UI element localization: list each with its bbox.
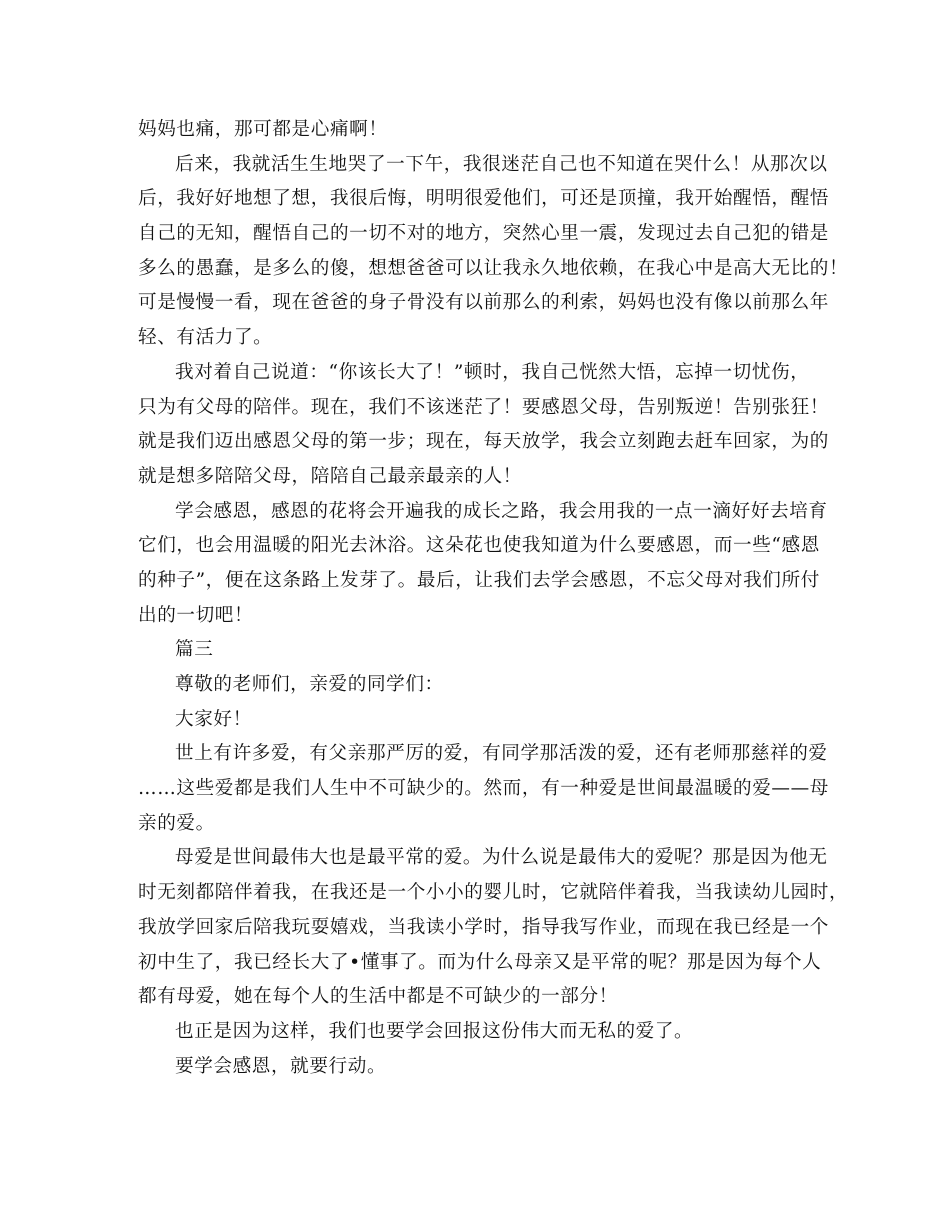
text-line: 可是慢慢一看，现在爸爸的身子骨没有以前那么的利索，妈妈也没有像以前那么年 <box>138 292 829 314</box>
text-line: 出的一切吧！ <box>138 604 254 626</box>
text-line: 都有母爱，她在每个人的生活中都是不可缺少的一部分！ <box>138 986 618 1008</box>
greeting: 大家好！ <box>175 708 252 730</box>
text-line: 它们，也会用温暖的阳光去沐浴。这朵花也使我知道为什么要感恩，而一些“感恩 <box>138 535 820 557</box>
text-line: 的种子”，便在这条路上发芽了。最后，让我们去学会感恩，不忘父母对我们所付 <box>138 569 820 591</box>
text-line: 后来，我就活生生地哭了一下午，我很迷茫自己也不知道在哭什么！从那次以 <box>175 153 828 175</box>
text-line: 我放学回家后陪我玩耍嬉戏，当我读小学时，指导我写作业，而现在我已经是一个 <box>138 916 829 938</box>
text-line: 亲的爱。 <box>138 812 215 834</box>
text-line: 要学会感恩，就要行动。 <box>175 1055 387 1077</box>
text-line: 时无刻都陪伴着我，在我还是一个小小的婴儿时，它就陪伴着我，当我读幼儿园时， <box>138 882 849 904</box>
section-heading: 篇三 <box>175 639 214 661</box>
text-line: 学会感恩，感恩的花将会开遍我的成长之路，我会用我的一点一滴好好去培育 <box>175 500 828 522</box>
text-line: 轻、有活力了。 <box>138 327 273 349</box>
text-line: 初中生了，我已经长大了•懂事了。而为什么母亲又是平常的呢？那是因为每个人 <box>138 951 822 973</box>
text-line: 母爱是世间最伟大也是最平常的爱。为什么说是最伟大的爱呢？那是因为他无 <box>175 847 828 869</box>
text-line: 也正是因为这样，我们也要学会回报这份伟大而无私的爱了。 <box>175 1020 694 1042</box>
text-line: 妈妈也痛，那可都是心痛啊！ <box>138 119 388 140</box>
text-line: 就是想多陪陪父母，陪陪自己最亲最亲的人！ <box>138 465 522 487</box>
salutation: 尊敬的老师们，亲爱的同学们： <box>175 674 444 695</box>
text-line: 多么的愚蠢，是多么的傻，想想爸爸可以让我永久地依赖，在我心中是高大无比的！ <box>138 257 849 279</box>
text-line: 就是我们迈出感恩父母的第一步；现在，每天放学，我会立刻跑去赶车回家，为的 <box>138 431 829 453</box>
text-line: ……这些爱都是我们人生中不可缺少的。然而，有一种爱是世间最温暖的爱——母 <box>138 778 829 800</box>
text-line: 自己的无知，醒悟自己的一切不对的地方，突然心里一震，发现过去自己犯的错是 <box>138 223 829 245</box>
document-body <box>138 113 849 1084</box>
text-line: 后，我好好地想了想，我很后悔，明明很爱他们，可还是顶撞，我开始醒悟，醒悟 <box>138 188 829 210</box>
text-line: 我对着自己说道：“你该长大了！”顿时，我自己恍然大悟，忘掉一切忧伤， <box>175 361 810 383</box>
text-line: 世上有许多爱，有父亲那严厉的爱，有同学那活泼的爱，还有老师那慈祥的爱 <box>175 743 828 765</box>
text-line: 只为有父母的陪伴。现在，我们不该迷茫了！要感恩父母，告别叛逆！告别张狂！ <box>138 396 829 418</box>
